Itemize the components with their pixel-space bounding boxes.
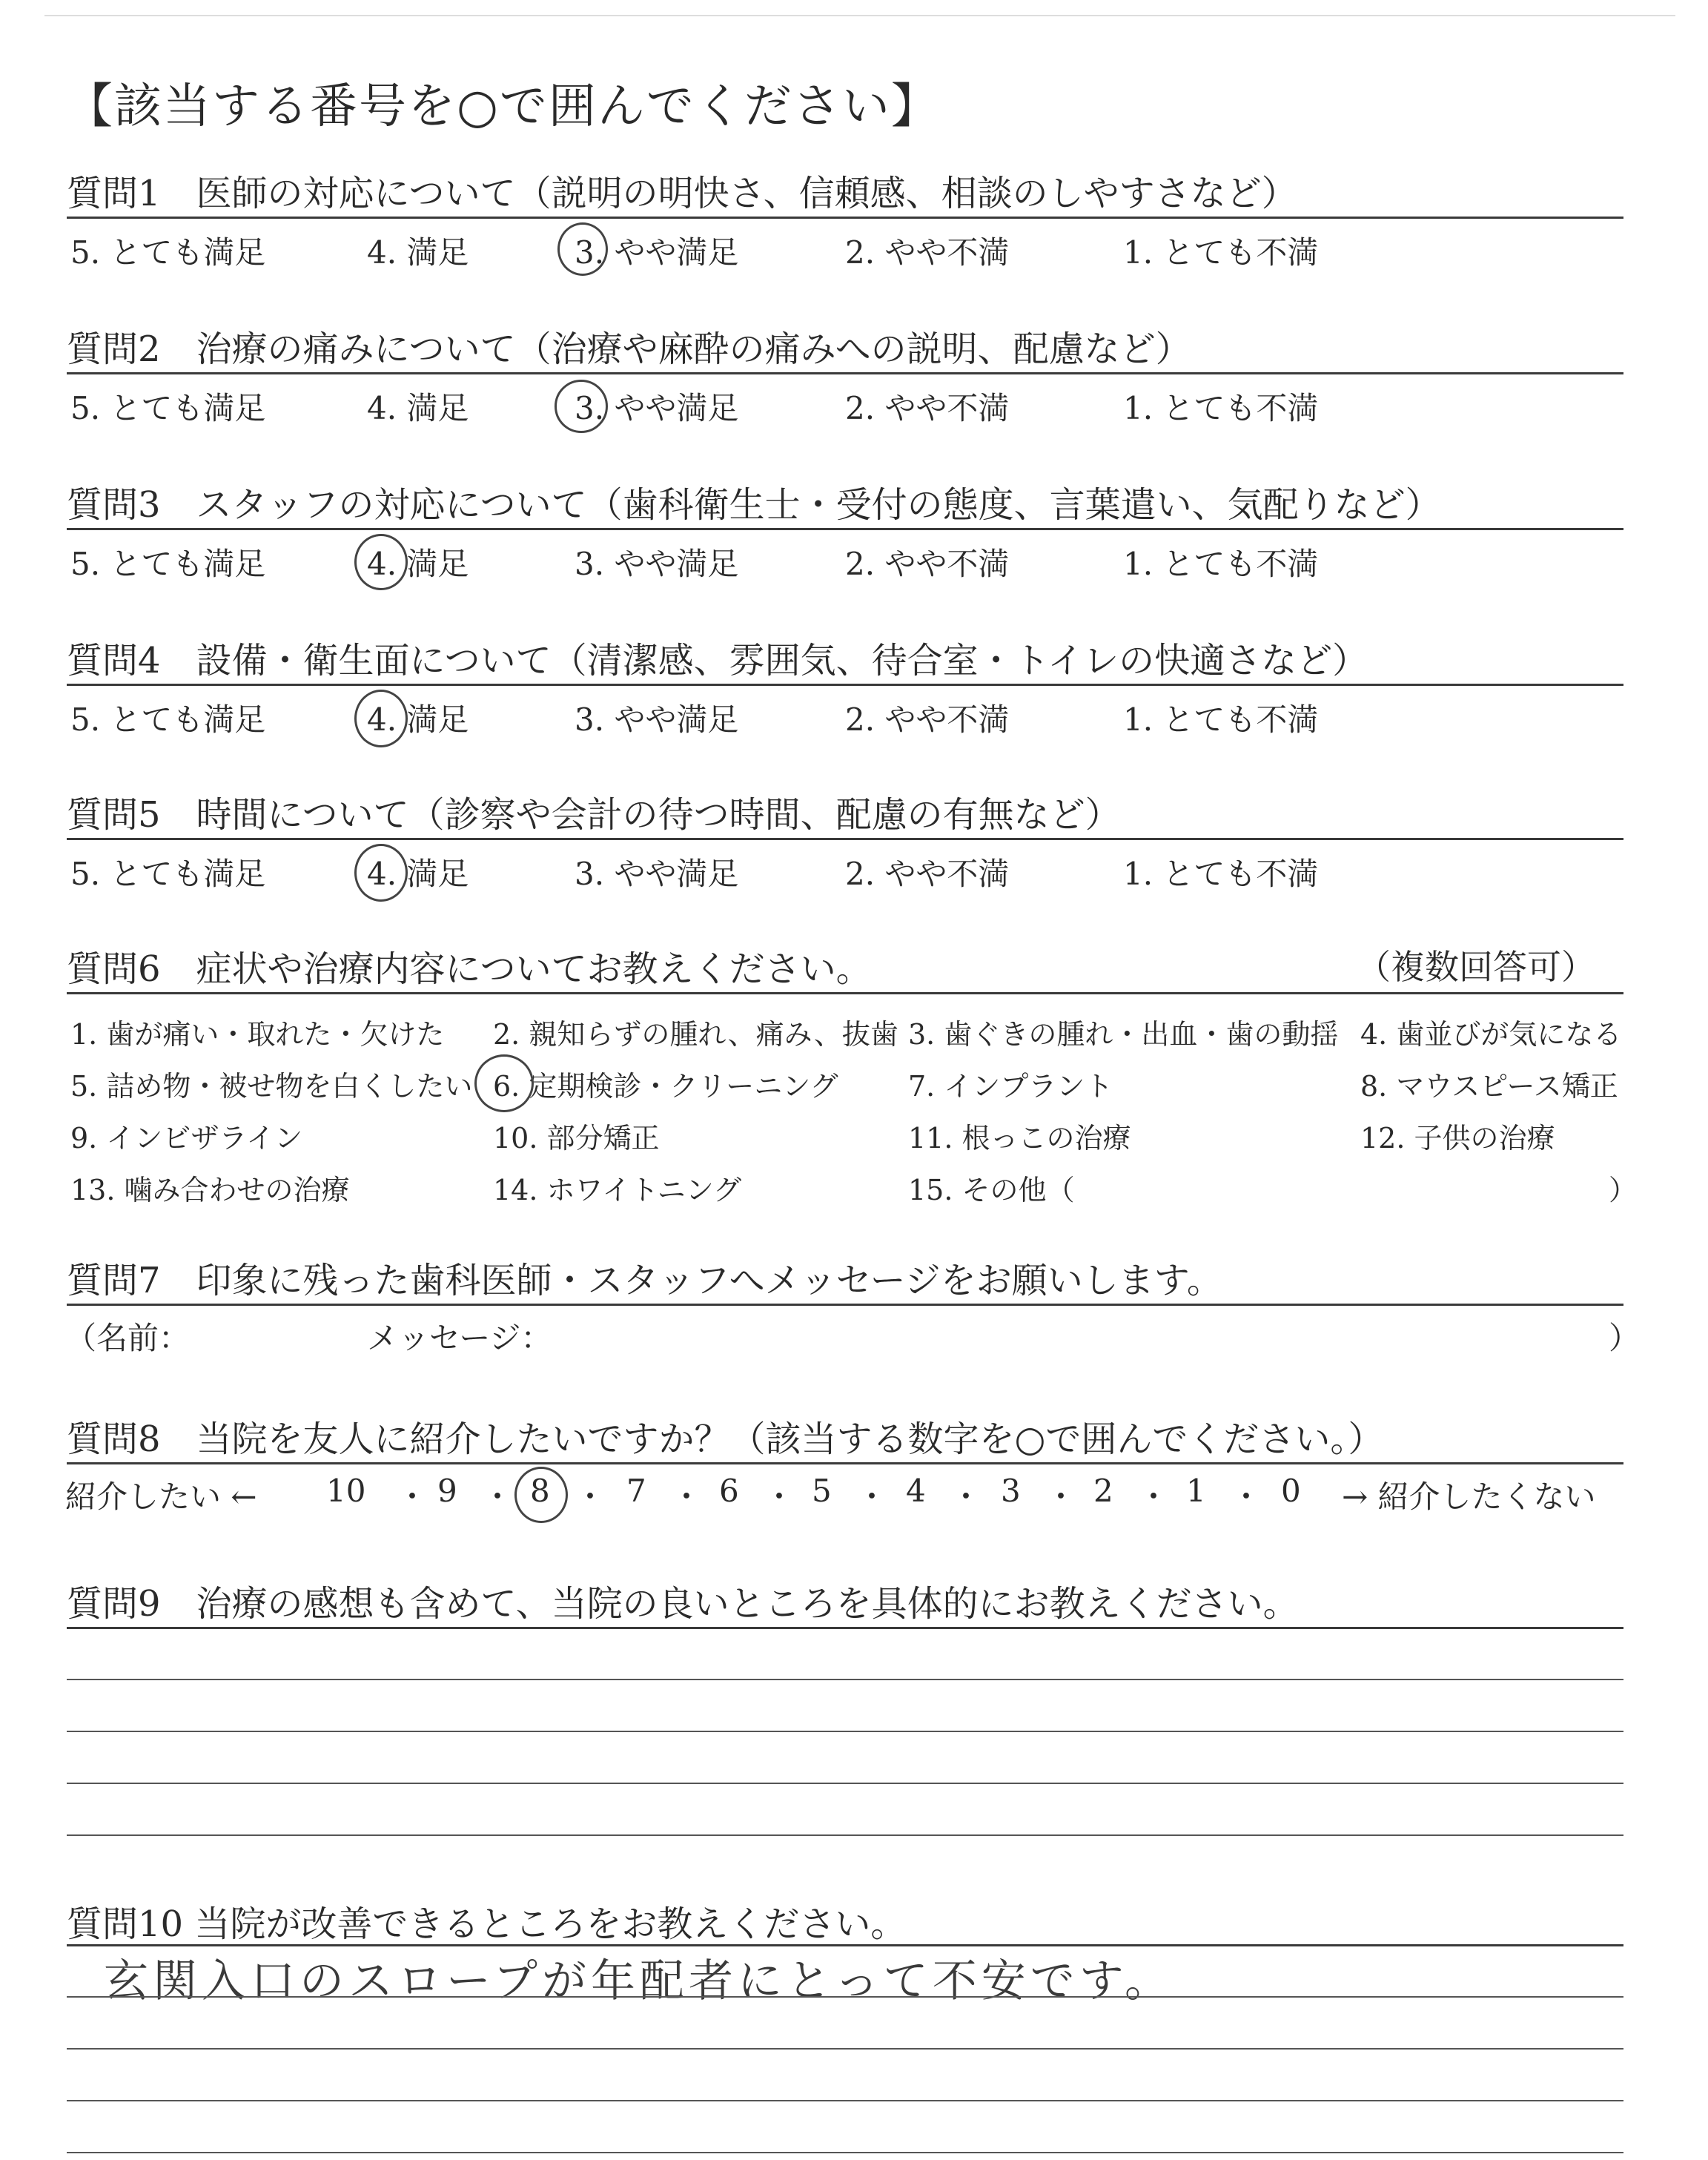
q3-option-5[interactable]: 5. とても満足 [70,546,266,582]
q5-hand-circle [354,844,408,902]
q6-option-5[interactable]: 5. 詰め物・被せ物を白くしたい [70,1070,473,1103]
q10-handwritten-answer: 玄関入口のスロープが年配者にとって不安です。 [104,1955,1174,2007]
q6-option-10[interactable]: 10. 部分矯正 [493,1122,660,1155]
q8-scale-1[interactable]: 1 [1186,1473,1206,1509]
question-6-title: 質問6 症状や治療内容についてお教えください。 [67,948,872,990]
q6-option-1[interactable]: 1. 歯が痛い・取れた・欠けた [70,1018,445,1051]
page-heading: 【該当する番号を○で囲んでください】 [65,79,940,134]
q3-option-4[interactable]: 4. 満足 [367,546,469,582]
q6-hand-circle [474,1054,534,1112]
q6-option-12[interactable]: 12. 子供の治療 [1360,1122,1555,1155]
q7-close-paren: ） [1609,1320,1641,1356]
q9-answer-line [67,1679,1623,1680]
q9-answer-line [67,1731,1623,1732]
q6-option-15[interactable]: 15. その他（ [908,1174,1075,1206]
q1-option-1[interactable]: 1. とても不満 [1123,234,1319,271]
question-2-title: 質問2 治療の痛みについて（治療や麻酔の痛みへの説明、配慮など） [67,328,1191,370]
q8-separator: ・ [482,1479,514,1515]
q5-option-2[interactable]: 2. やや不満 [845,856,1010,892]
q8-scale-2[interactable]: 2 [1093,1473,1113,1509]
q1-option-3[interactable]: 3. やや満足 [575,234,739,271]
q2-option-1[interactable]: 1. とても不満 [1123,390,1319,426]
q5-option-5[interactable]: 5. とても満足 [70,856,266,892]
q9-answer-line [67,1783,1623,1784]
q8-separator: ・ [950,1479,982,1515]
q8-separator: ・ [671,1479,703,1515]
q8-scale-9[interactable]: 9 [437,1473,457,1509]
question-10-title: 質問10 当院が改善できるところをお教えください。 [67,1903,907,1945]
q3-option-2[interactable]: 2. やや不満 [845,546,1010,582]
question-7-rule [67,1304,1623,1306]
q8-scale-8[interactable]: 8 [530,1473,550,1509]
question-6-note: （複数回答可） [1357,947,1595,987]
question-7-title: 質問7 印象に残った歯科医師・スタッフへメッセージをお願いします。 [67,1260,1222,1301]
question-9-rule [67,1627,1623,1629]
q1-option-2[interactable]: 2. やや不満 [845,234,1010,271]
q8-separator: ・ [1138,1479,1170,1515]
q5-option-4[interactable]: 4. 満足 [367,856,469,892]
q6-option-14[interactable]: 14. ホワイトニング [493,1174,742,1206]
q6-option-13[interactable]: 13. 噛み合わせの治療 [70,1174,350,1206]
q10-answer-line [67,2048,1623,2050]
q8-separator: ・ [1045,1479,1077,1515]
question-4-title: 質問4 設備・衛生面について（清潔感、雰囲気、待合室・トイレの快適さなど） [67,640,1368,681]
q6-option-7[interactable]: 7. インプラント [908,1070,1113,1103]
q10-answer-line [67,1996,1623,1998]
q6-option-9[interactable]: 9. インビザライン [70,1122,303,1155]
q1-option-5[interactable]: 5. とても満足 [70,234,266,271]
q2-option-2[interactable]: 2. やや不満 [845,390,1010,426]
scan-edge-line [44,15,1675,16]
q8-scale-7[interactable]: 7 [626,1473,646,1509]
q8-right-label: → 紹介したくない [1342,1479,1596,1515]
q1-hand-circle [557,222,608,276]
q6-option-11[interactable]: 11. 根っこの治療 [908,1122,1131,1155]
q8-scale-3[interactable]: 3 [1001,1473,1021,1509]
q6-option-8[interactable]: 8. マウスピース矯正 [1360,1070,1618,1103]
q4-option-4[interactable]: 4. 満足 [367,701,469,738]
question-1-rule [67,217,1623,219]
q5-option-1[interactable]: 1. とても不満 [1123,856,1319,892]
q4-option-2[interactable]: 2. やや不満 [845,701,1010,738]
q6-option-3[interactable]: 3. 歯ぐきの腫れ・出血・歯の動揺 [908,1018,1339,1051]
q8-separator: ・ [397,1479,428,1515]
q3-option-1[interactable]: 1. とても不満 [1123,546,1319,582]
q3-hand-circle [354,534,408,590]
q8-scale-5[interactable]: 5 [812,1473,832,1509]
q8-separator: ・ [1231,1479,1262,1515]
question-4-rule [67,684,1623,686]
q8-scale-6[interactable]: 6 [719,1473,739,1509]
q4-hand-circle [354,690,408,747]
q6-option-4[interactable]: 4. 歯並びが気になる [1360,1018,1622,1051]
q6-option-15-close: ） [1609,1174,1638,1206]
q8-left-label: 紹介したい ← [65,1479,257,1515]
question-8-rule [67,1462,1623,1464]
q7-message-label: メッセージ： [367,1320,552,1356]
q6-option-2[interactable]: 2. 親知らずの腫れ、痛み、抜歯 [493,1018,898,1051]
q5-option-3[interactable]: 3. やや満足 [575,856,739,892]
q2-hand-circle [555,380,608,433]
q1-option-4[interactable]: 4. 満足 [367,234,469,271]
q4-option-5[interactable]: 5. とても満足 [70,701,266,738]
question-9-title: 質問9 治療の感想も含めて、当院の良いところを具体的にお教えください。 [67,1583,1299,1625]
q8-scale-4[interactable]: 4 [906,1473,926,1509]
q7-name-label: （名前： [65,1320,191,1356]
q8-separator: ・ [856,1479,888,1515]
q8-separator: ・ [764,1479,795,1515]
q10-answer-line [67,2100,1623,2101]
q2-option-3[interactable]: 3. やや満足 [575,390,739,426]
q9-answer-line [67,1834,1623,1836]
q10-answer-line [67,2152,1623,2153]
q2-option-4[interactable]: 4. 満足 [367,390,469,426]
question-3-title: 質問3 スタッフの対応について（歯科衛生士・受付の態度、言葉遣い、気配りなど） [67,484,1441,526]
question-8-title: 質問8 当院を友人に紹介したいですか？（該当する数字を○で囲んでください。） [67,1418,1384,1460]
question-1-title: 質問1 医師の対応について（説明の明快さ、信頼感、相談のしやすさなど） [67,173,1297,214]
q8-separator: ・ [575,1479,606,1515]
question-5-rule [67,838,1623,840]
question-2-rule [67,372,1623,374]
q4-option-1[interactable]: 1. とても不満 [1123,701,1319,738]
q8-scale-10[interactable]: 10 [326,1473,366,1509]
question-6-rule [67,992,1623,994]
question-3-rule [67,528,1623,530]
q4-option-3[interactable]: 3. やや満足 [575,701,739,738]
q8-hand-circle [514,1467,568,1523]
question-5-title: 質問5 時間について（診察や会計の待つ時間、配慮の有無など） [67,794,1121,836]
q2-option-5[interactable]: 5. とても満足 [70,390,266,426]
q6-option-6[interactable]: 6. 定期検診・クリーニング [493,1070,838,1103]
q8-scale-0[interactable]: 0 [1281,1473,1301,1509]
q3-option-3[interactable]: 3. やや満足 [575,546,739,582]
